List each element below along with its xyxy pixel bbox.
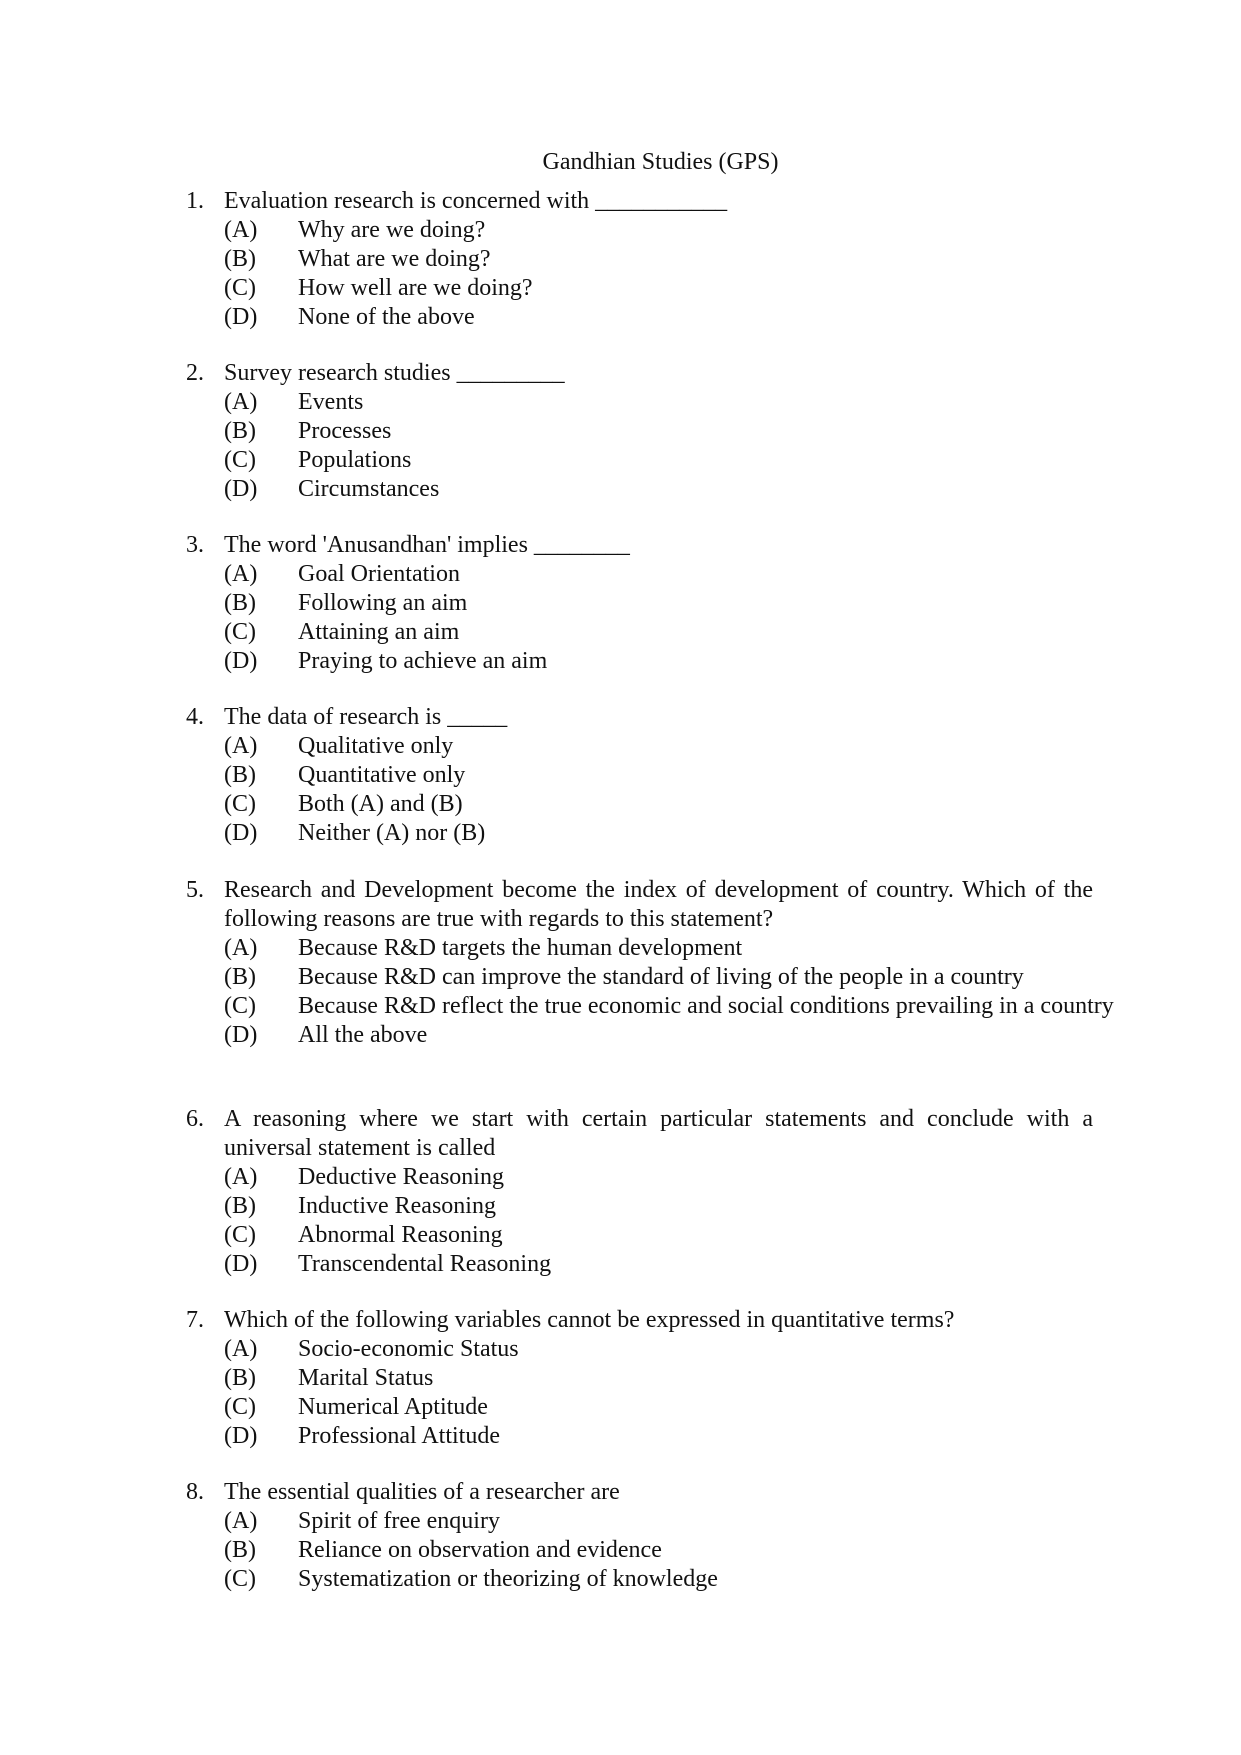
option-text: How well are we doing? bbox=[298, 275, 533, 301]
option-text: Transcendental Reasoning bbox=[298, 1251, 552, 1277]
option-text: Attaining an aim bbox=[298, 619, 460, 645]
option-letter: (B) bbox=[224, 246, 256, 272]
option-letter: (A) bbox=[224, 1336, 258, 1362]
option-text: What are we doing? bbox=[298, 246, 491, 272]
option-a bbox=[186, 216, 1121, 245]
option-c bbox=[224, 992, 1121, 1021]
option-text: Marital Status bbox=[298, 1365, 434, 1391]
option-text: Professional Attitude bbox=[298, 1423, 500, 1449]
question-number: 1. bbox=[186, 188, 204, 214]
question-4 bbox=[186, 703, 1121, 848]
option-a bbox=[186, 560, 1121, 589]
question-text: Which of the following variables cannot be expressed in quantitative terms? bbox=[224, 1307, 955, 1333]
option-letter: (C) bbox=[224, 619, 256, 645]
question-number: 5. bbox=[186, 877, 204, 903]
option-text: Because R&D targets the human development bbox=[298, 935, 743, 961]
option-letter: (B) bbox=[224, 418, 256, 444]
question-text: The essential qualities of a researcher are bbox=[224, 1479, 620, 1505]
option-c bbox=[186, 790, 1121, 819]
option-letter: (C) bbox=[224, 1222, 256, 1248]
option-d bbox=[186, 647, 1121, 676]
question-text: The data of research is _____ bbox=[224, 704, 508, 730]
option-d bbox=[186, 1422, 1121, 1451]
option-b bbox=[186, 1192, 1121, 1221]
option-b bbox=[186, 245, 1121, 274]
question-number: 7. bbox=[186, 1307, 204, 1333]
question-text: Survey research studies _________ bbox=[224, 360, 565, 386]
option-c bbox=[186, 1221, 1121, 1250]
option-b bbox=[186, 963, 1121, 992]
option-letter: (C) bbox=[224, 447, 256, 473]
option-text: Why are we doing? bbox=[298, 217, 486, 243]
option-d bbox=[186, 819, 1121, 848]
option-letter: (A) bbox=[224, 935, 258, 961]
question-2 bbox=[186, 359, 1121, 504]
option-text: Circumstances bbox=[298, 476, 440, 502]
option-letter: (B) bbox=[224, 590, 256, 616]
option-text: None of the above bbox=[298, 304, 475, 330]
option-b bbox=[186, 1364, 1121, 1393]
option-letter: (A) bbox=[224, 217, 258, 243]
option-letter: (A) bbox=[224, 733, 258, 759]
question-number: 2. bbox=[186, 360, 204, 386]
option-c bbox=[186, 446, 1121, 475]
option-b bbox=[186, 1536, 1121, 1565]
page-title: Gandhian Studies (GPS) bbox=[542, 149, 779, 175]
option-letter: (B) bbox=[224, 1365, 256, 1391]
option-b bbox=[186, 589, 1121, 618]
option-b bbox=[186, 417, 1121, 446]
option-text: Processes bbox=[298, 418, 392, 444]
option-letter: (D) bbox=[224, 820, 258, 846]
question-1 bbox=[186, 187, 1121, 332]
option-text: Quantitative only bbox=[298, 762, 466, 788]
option-letter: (B) bbox=[224, 762, 256, 788]
option-text: Inductive Reasoning bbox=[298, 1193, 496, 1219]
option-letter: (D) bbox=[224, 1022, 258, 1048]
question-5 bbox=[186, 876, 1121, 1050]
option-letter: (C) bbox=[224, 1566, 256, 1592]
option-letter: (B) bbox=[224, 1193, 256, 1219]
option-a bbox=[186, 388, 1121, 417]
option-letter: (D) bbox=[224, 476, 258, 502]
option-letter: (B) bbox=[224, 964, 256, 990]
option-letter: (D) bbox=[224, 304, 258, 330]
option-text: Because R&D can improve the standard of living of the people in a country bbox=[298, 964, 1024, 990]
question-number: 4. bbox=[186, 704, 204, 730]
question-3 bbox=[186, 531, 1121, 676]
question-number: 6. bbox=[186, 1106, 204, 1132]
question-text: Research and Development become the index of development of country. Which of the following reasons are true with regards to this statement? bbox=[224, 877, 1093, 932]
option-text: Spirit of free enquiry bbox=[298, 1508, 500, 1534]
option-text: Deductive Reasoning bbox=[298, 1164, 504, 1190]
option-d bbox=[186, 1250, 1121, 1279]
option-text: Neither (A) nor (B) bbox=[298, 820, 486, 846]
option-text: Both (A) and (B) bbox=[298, 791, 463, 817]
option-text: Qualitative only bbox=[298, 733, 454, 759]
option-letter: (D) bbox=[224, 1423, 258, 1449]
option-a bbox=[186, 1507, 1121, 1536]
option-text: Because R&D reflect the true economic and social conditions prevailing in a country bbox=[298, 993, 1114, 1019]
option-text: All the above bbox=[298, 1022, 428, 1048]
option-letter: (C) bbox=[224, 1394, 256, 1420]
option-letter: (A) bbox=[224, 1164, 258, 1190]
option-c bbox=[186, 274, 1121, 303]
question-text: The word 'Anusandhan' implies ________ bbox=[224, 532, 630, 558]
option-letter: (A) bbox=[224, 1508, 258, 1534]
option-letter: (A) bbox=[224, 561, 258, 587]
option-d bbox=[186, 475, 1121, 504]
option-letter: (C) bbox=[224, 275, 256, 301]
question-8 bbox=[186, 1478, 1121, 1594]
option-text: Reliance on observation and evidence bbox=[298, 1537, 662, 1563]
question-text: A reasoning where we start with certain particular statements and conclude with a universal statement is called bbox=[224, 1106, 1093, 1161]
option-letter: (B) bbox=[224, 1537, 256, 1563]
option-d bbox=[186, 303, 1121, 332]
option-b bbox=[186, 761, 1121, 790]
option-text: Events bbox=[298, 389, 364, 415]
option-c bbox=[186, 1393, 1121, 1422]
option-a bbox=[186, 1163, 1121, 1192]
question-text: Evaluation research is concerned with ___________ bbox=[224, 188, 728, 214]
option-a bbox=[186, 1335, 1121, 1364]
question-6 bbox=[186, 1105, 1121, 1279]
option-text: Socio-economic Status bbox=[298, 1336, 519, 1362]
option-text: Goal Orientation bbox=[298, 561, 460, 587]
question-number: 3. bbox=[186, 532, 204, 558]
question-number: 8. bbox=[186, 1479, 204, 1505]
option-letter: (D) bbox=[224, 648, 258, 674]
option-a bbox=[186, 732, 1121, 761]
option-letter: (D) bbox=[224, 1251, 258, 1277]
option-letter: (A) bbox=[224, 389, 258, 415]
option-text: Systematization or theorizing of knowledge bbox=[298, 1566, 718, 1592]
question-7 bbox=[186, 1306, 1121, 1451]
option-text: Populations bbox=[298, 447, 412, 473]
option-text: Numerical Aptitude bbox=[298, 1394, 488, 1420]
option-c bbox=[186, 1565, 1121, 1594]
option-text: Following an aim bbox=[298, 590, 468, 616]
option-d bbox=[186, 1021, 1121, 1050]
option-letter: (C) bbox=[224, 993, 256, 1019]
option-text: Praying to achieve an aim bbox=[298, 648, 548, 674]
option-a bbox=[186, 934, 1121, 963]
option-c bbox=[186, 618, 1121, 647]
option-text: Abnormal Reasoning bbox=[298, 1222, 503, 1248]
option-letter: (C) bbox=[224, 791, 256, 817]
